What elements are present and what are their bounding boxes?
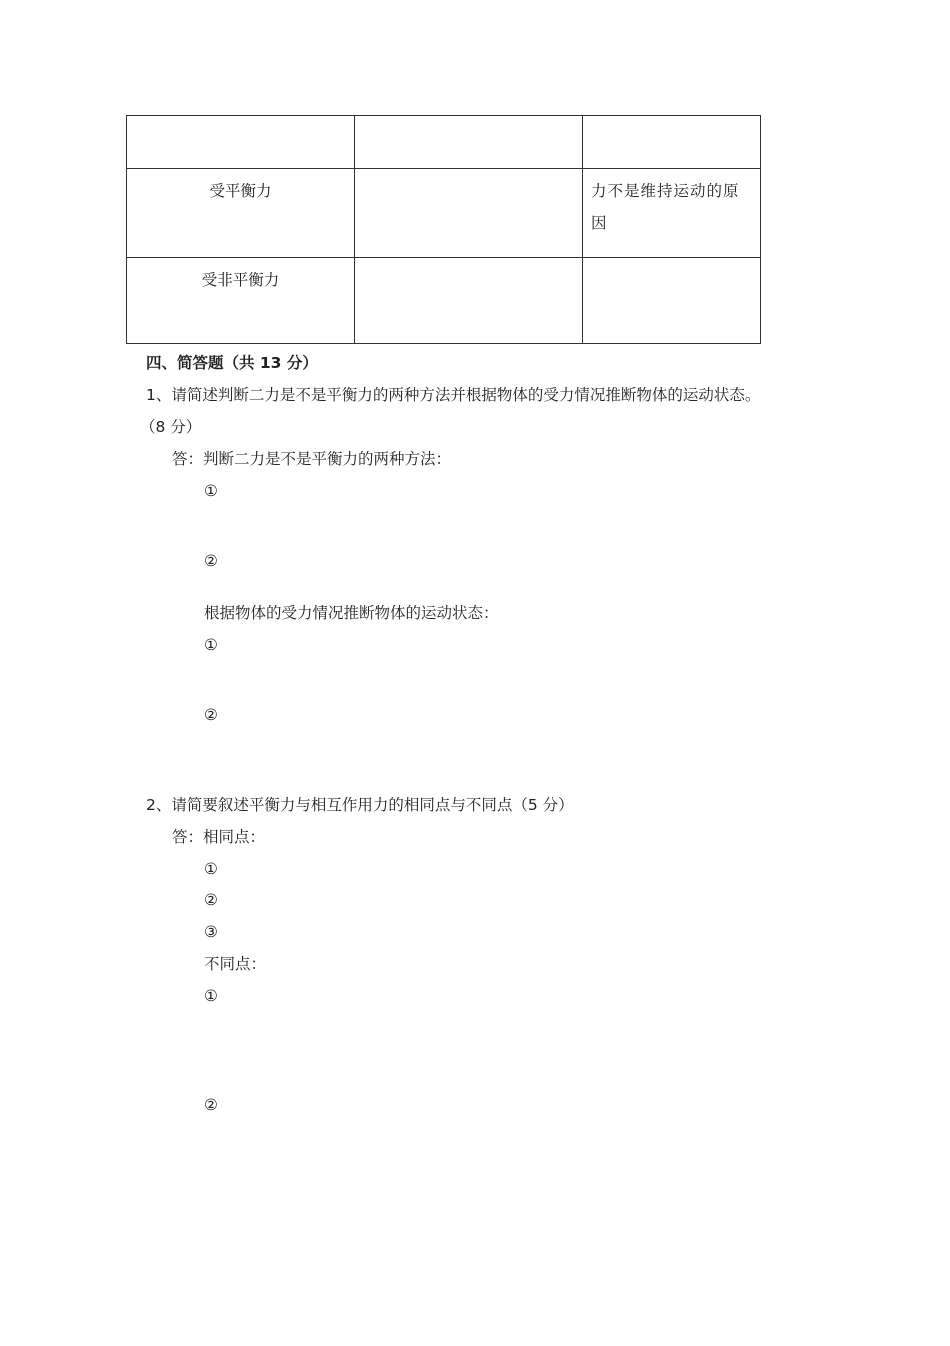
table-cell: 力不是维持运动的原因: [583, 169, 761, 258]
table-cell: [583, 258, 761, 344]
answer-marker: ②: [204, 706, 218, 724]
answer-marker: ③: [204, 923, 218, 941]
question-2-diff-label: 不同点：: [204, 955, 267, 973]
answer-marker: ①: [204, 636, 218, 654]
table-cell: [355, 258, 583, 344]
answer-marker: ①: [204, 482, 218, 500]
answer-marker: ②: [204, 552, 218, 570]
table-row: [127, 116, 761, 169]
answer-marker: ②: [204, 891, 218, 909]
question-2-text: 2、请简要叙述平衡力与相互作用力的相同点与不同点（5 分）: [146, 796, 574, 814]
table-cell: 受平衡力: [127, 169, 355, 258]
question-1-sub-label: 根据物体的受力情况推断物体的运动状态：: [204, 604, 499, 622]
table-cell: [583, 116, 761, 169]
answer-marker: ①: [204, 860, 218, 878]
table-cell: [355, 169, 583, 258]
table-cell: [127, 116, 355, 169]
table-cell: [355, 116, 583, 169]
force-motion-table: [126, 115, 761, 344]
question-2-answer-label: 答：相同点：: [172, 828, 266, 846]
answer-marker: ①: [204, 987, 218, 1005]
section-title: 四、简答题（共 13 分）: [146, 354, 318, 372]
question-1-score: （8 分）: [140, 418, 202, 436]
question-1-answer-label: 答：判断二力是不是平衡力的两种方法：: [172, 450, 452, 468]
answer-marker: ②: [204, 1096, 218, 1114]
table-row: [127, 169, 761, 258]
table-cell: 受非平衡力: [127, 258, 355, 344]
question-1-text: 1、请简述判断二力是不是平衡力的两种方法并根据物体的受力情况推断物体的运动状态。: [146, 386, 761, 404]
table-row: [127, 258, 761, 344]
